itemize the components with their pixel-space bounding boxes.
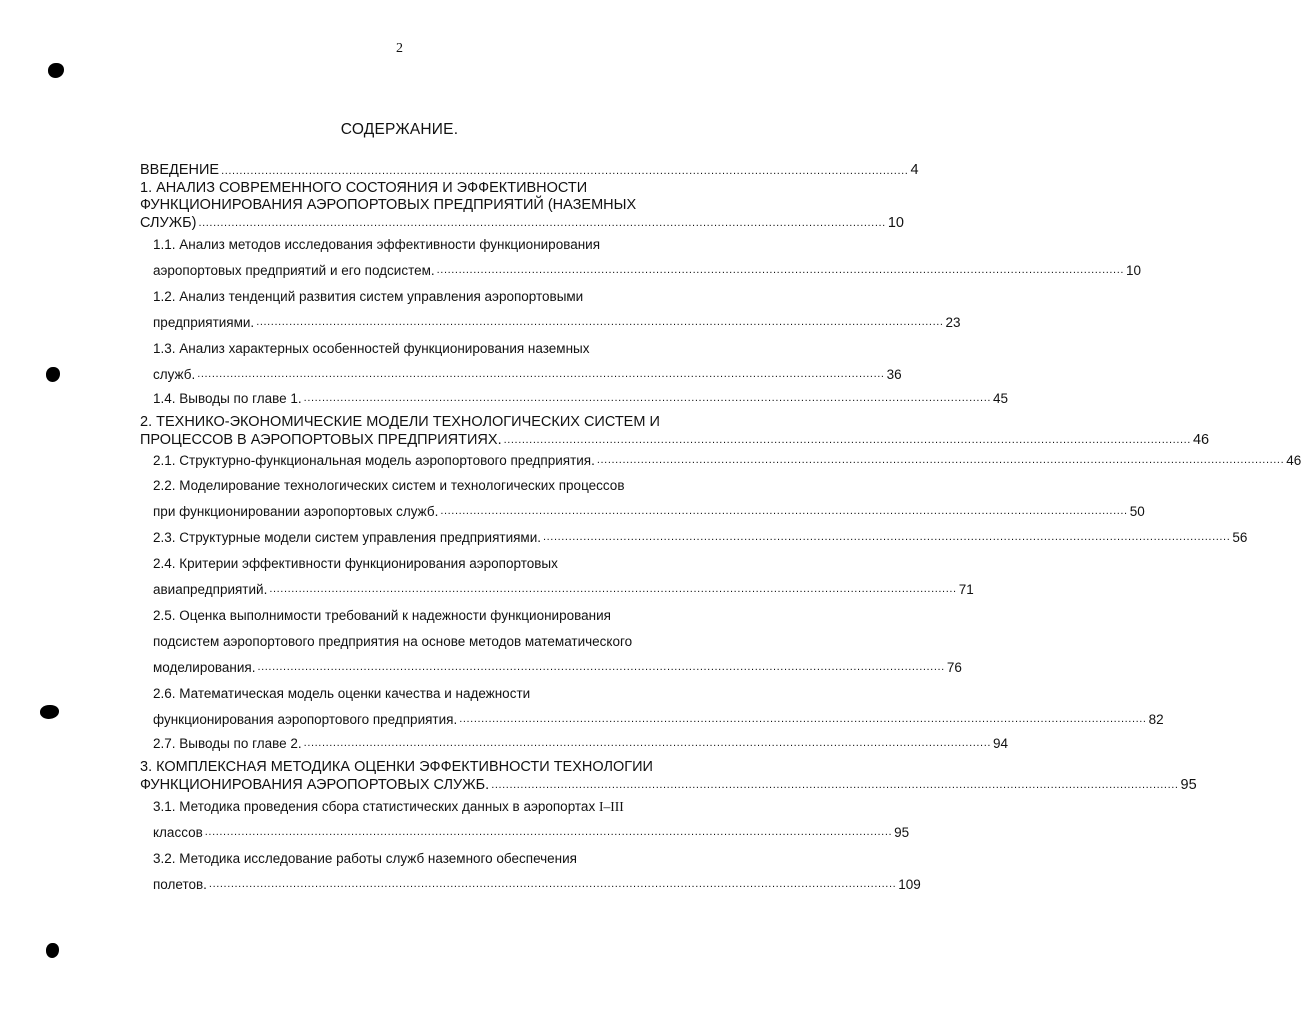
toc-chapter-3 (140, 759, 1197, 794)
leader-dots: ............................................................................................................................................................................................ (303, 737, 992, 749)
toc-chapter-1 (140, 179, 904, 233)
toc-page-number: 95 (894, 825, 910, 840)
section-title-cont: аэропортовых предприятий и его подсистем. (153, 263, 435, 278)
section-title-cont: подсистем аэропортового предприятия на основе методов математического (153, 634, 633, 649)
toc-page-number: 94 (993, 736, 1009, 751)
section-title: 2.4. Критерии эффективности функционирования аэропортовых (153, 556, 558, 571)
roman-numeral-range: I–III (598, 799, 624, 814)
section-title: 1.3. Анализ характерных особенностей функционирования наземных (153, 341, 590, 356)
leader-dots: ............................................................................................................................................................................................ (596, 454, 1285, 466)
toc-section-1-3 (153, 336, 902, 388)
toc-page-number: 82 (1148, 712, 1164, 727)
section-title: 3.2. Методика исследование работы служб наземного обеспечения (153, 851, 577, 866)
toc-page-number: 71 (958, 582, 974, 597)
leader-dots: ............................................................................................................................................................................................ (503, 434, 1191, 446)
toc-entry-intro (140, 162, 919, 180)
section-title: 2.1. Структурно-функциональная модель аэропортового предприятия. (153, 453, 595, 468)
toc-section-3-1 (153, 794, 910, 846)
toc-page-number: 50 (1129, 504, 1145, 519)
toc-section-2-4 (153, 551, 974, 603)
leader-dots: ............................................................................................................................................................................................ (303, 392, 992, 404)
punch-hole-mark (46, 367, 60, 382)
toc-section-2-6 (153, 681, 1164, 733)
leader-dots: ............................................................................................................................................................................................ (459, 713, 1147, 725)
section-title: 2.7. Выводы по главе 2. (153, 736, 302, 751)
toc-page-number: 45 (993, 391, 1009, 406)
chapter-heading-line: 2. ТЕХНИКО-ЭКОНОМИЧЕСКИЕ МОДЕЛИ ТЕХНОЛОГИЧЕСКИХ СИСТЕМ И (140, 414, 660, 430)
toc-page-number: 10 (887, 214, 904, 231)
chapter-heading-line: СЛУЖБ) (140, 214, 197, 231)
toc-page-number: 36 (886, 367, 902, 382)
section-title: 2.5. Оценка выполнимости требований к надежности функционирования (153, 608, 611, 623)
toc-page-number: 76 (946, 660, 962, 675)
section-title-cont: при функционировании аэропортовых служб. (153, 504, 439, 519)
leader-dots: ............................................................................................................................................................................................ (197, 368, 885, 380)
toc-section-1-2 (153, 284, 961, 336)
chapter-heading-line: ФУНКЦИОНИРОВАНИЯ АЭРОПОРТОВЫХ СЛУЖБ. (140, 776, 490, 793)
section-title-cont: функционирования аэропортового предприятия. (153, 712, 458, 727)
section-title-cont: моделирования. (153, 660, 256, 675)
chapter-heading-line: ПРОЦЕССОВ В АЭРОПОРТОВЫХ ПРЕДПРИЯТИЯХ. (140, 431, 502, 448)
leader-dots: ............................................................................................................................................................................................ (440, 505, 1128, 517)
section-title: 1.1. Анализ методов исследования эффективности функционирования (153, 237, 601, 252)
toc-page-number: 46 (1286, 453, 1301, 468)
section-title: 1.2. Анализ тенденций развития систем управления аэропортовыми (153, 289, 584, 304)
chapter-heading-line: 1. АНАЛИЗ СОВРЕМЕННОГО СОСТОЯНИЯ И ЭФФЕКТИВНОСТИ (140, 179, 588, 196)
toc-page-number: 23 (945, 315, 961, 330)
toc-page-number: 95 (1180, 776, 1197, 793)
toc-page-number: 10 (1126, 263, 1142, 278)
section-title: 1.4. Выводы по главе 1. (153, 391, 302, 406)
table-of-contents (140, 162, 1301, 898)
toc-page-number: 109 (898, 877, 921, 892)
toc-section-2-2 (153, 473, 1145, 525)
leader-dots: ............................................................................................................................................................................................ (543, 531, 1231, 543)
leader-dots: ............................................................................................................................................................................................ (256, 316, 944, 328)
punch-hole-mark (46, 943, 59, 958)
toc-section-2-7 (153, 733, 1009, 755)
section-title-cont: предприятиями. (153, 315, 255, 330)
section-title-text: 3.1. Методика проведения сбора статистических данных в аэропортах (153, 799, 596, 814)
leader-dots: ............................................................................................................................................................................................ (204, 826, 893, 838)
toc-section-3-2 (153, 846, 921, 898)
punch-hole-mark (48, 63, 64, 78)
leader-dots: ............................................................................................................................................................................................ (436, 264, 1125, 276)
leader-dots: ............................................................................................................................................................................................ (257, 661, 945, 673)
leader-dots: ............................................................................................................................................................................................ (491, 779, 1179, 791)
toc-entry-text: ВВЕДЕНИЕ (140, 162, 220, 178)
leader-dots: ............................................................................................................................................................................................ (208, 878, 897, 890)
toc-section-2-5 (153, 603, 962, 681)
section-title: 2.3. Структурные модели систем управления предприятиями. (153, 530, 541, 545)
leader-dots: ............................................................................................................................................................................................ (198, 217, 886, 229)
toc-section-1-4 (153, 388, 1009, 410)
toc-section-2-3 (153, 525, 1248, 551)
leader-dots: ............................................................................................................................................................................................ (221, 164, 909, 177)
section-title: 2.2. Моделирование технологических систем и технологических процессов (153, 478, 625, 493)
section-title-cont: служб. (153, 367, 196, 382)
section-title-cont: полетов. (153, 877, 207, 892)
section-title-cont: классов (153, 825, 203, 840)
toc-page-number: 46 (1192, 431, 1210, 448)
toc-section-2-1 (153, 449, 1301, 473)
section-title: 2.6. Математическая модель оценки качества и надежности (153, 686, 531, 701)
page-title: СОДЕРЖАНИЕ. (340, 121, 459, 138)
toc-chapter-2 (140, 414, 1210, 449)
section-title (153, 794, 692, 820)
chapter-heading-line: ФУНКЦИОНИРОВАНИЯ АЭРОПОРТОВЫХ ПРЕДПРИЯТИЙ (НАЗЕМНЫХ (140, 197, 637, 213)
section-title-cont: авиапредприятий. (153, 582, 268, 597)
toc-page-number: 56 (1232, 530, 1248, 545)
page-number: 2 (396, 41, 403, 56)
toc-page-number: 4 (910, 162, 919, 178)
toc-section-1-1 (153, 232, 1142, 284)
leader-dots: ............................................................................................................................................................................................ (269, 583, 957, 595)
chapter-heading-line: 3. КОМПЛЕКСНАЯ МЕТОДИКА ОЦЕНКИ ЭФФЕКТИВНОСТИ ТЕХНОЛОГИИ (140, 759, 653, 775)
punch-hole-mark (40, 705, 59, 719)
